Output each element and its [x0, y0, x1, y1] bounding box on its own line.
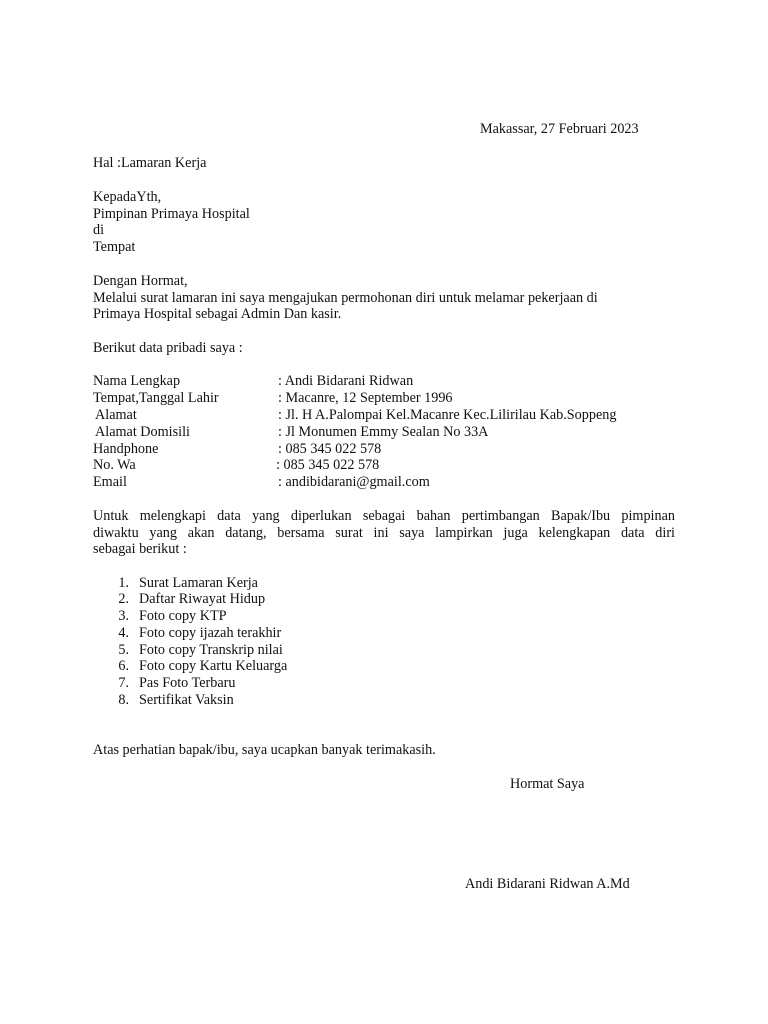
- list-item: Pas Foto Terbaru: [139, 675, 236, 691]
- list-number: 5.: [118, 642, 129, 658]
- recipient-line: di: [93, 222, 105, 238]
- data-intro: Berikut data pribadi saya :: [93, 340, 243, 356]
- closing-sentence: Atas perhatian bapak/ibu, saya ucapkan banyak terimakasih.: [93, 742, 436, 758]
- place-date: Makassar, 27 Februari 2023: [480, 121, 639, 137]
- list-item: Foto copy ijazah terakhir: [139, 625, 282, 641]
- list-item: Foto copy Kartu Keluarga: [139, 658, 288, 674]
- subject-line: Hal :Lamaran Kerja: [93, 155, 207, 171]
- list-number: 2.: [118, 591, 129, 607]
- recipient-line: Tempat: [93, 239, 136, 255]
- field-value: : Jl Monumen Emmy Sealan No 33A: [278, 424, 489, 440]
- attachments-intro-line: diwaktu yang akan datang, bersama surat ini saya lampirkan juga kelengkapan data diri: [93, 525, 675, 541]
- intro-line: Melalui surat lamaran ini saya mengajukan permohonan diri untuk melamar pekerjaan di: [93, 290, 598, 306]
- list-item: Surat Lamaran Kerja: [139, 575, 258, 591]
- list-number: 3.: [118, 608, 129, 624]
- list-number: 4.: [118, 625, 129, 641]
- list-number: 6.: [118, 658, 129, 674]
- signature-name: Andi Bidarani Ridwan A.Md: [465, 876, 630, 892]
- field-value: : Andi Bidarani Ridwan: [278, 373, 414, 389]
- attachments-intro-line: sebagai berikut :: [93, 541, 187, 557]
- field-value: : Macanre, 12 September 1996: [278, 390, 453, 406]
- attachments-intro-line: Untuk melengkapi data yang diperlukan sebagai bahan pertimbangan Bapak/Ibu pimpinan: [93, 508, 675, 524]
- field-value: : 085 345 022 578: [278, 441, 382, 457]
- recipient-line: KepadaYth,: [93, 189, 162, 205]
- list-number: 1.: [118, 575, 129, 591]
- list-item: Foto copy KTP: [139, 608, 227, 624]
- field-label: Handphone: [93, 441, 159, 457]
- list-number: 7.: [118, 675, 129, 691]
- field-label: Alamat: [95, 407, 137, 423]
- field-label: No. Wa: [93, 457, 136, 473]
- list-item: Daftar Riwayat Hidup: [139, 591, 266, 607]
- field-value: : andibidarani@gmail.com: [278, 474, 430, 490]
- list-item: Foto copy Transkrip nilai: [139, 642, 283, 658]
- field-value: : 085 345 022 578: [276, 457, 380, 473]
- field-label: Tempat,Tanggal Lahir: [93, 390, 219, 406]
- field-label: Email: [93, 474, 127, 490]
- signoff: Hormat Saya: [510, 776, 585, 792]
- field-label: Nama Lengkap: [93, 373, 181, 389]
- field-label: Alamat Domisili: [95, 424, 190, 440]
- intro-line: Primaya Hospital sebagai Admin Dan kasir.: [93, 306, 342, 322]
- field-value: : Jl. H A.Palompai Kel.Macanre Kec.Lilirilau Kab.Soppeng: [278, 407, 617, 423]
- list-number: 8.: [118, 692, 129, 708]
- list-item: Sertifikat Vaksin: [139, 692, 234, 708]
- greeting: Dengan Hormat,: [93, 273, 188, 289]
- recipient-line: Pimpinan Primaya Hospital: [93, 206, 250, 222]
